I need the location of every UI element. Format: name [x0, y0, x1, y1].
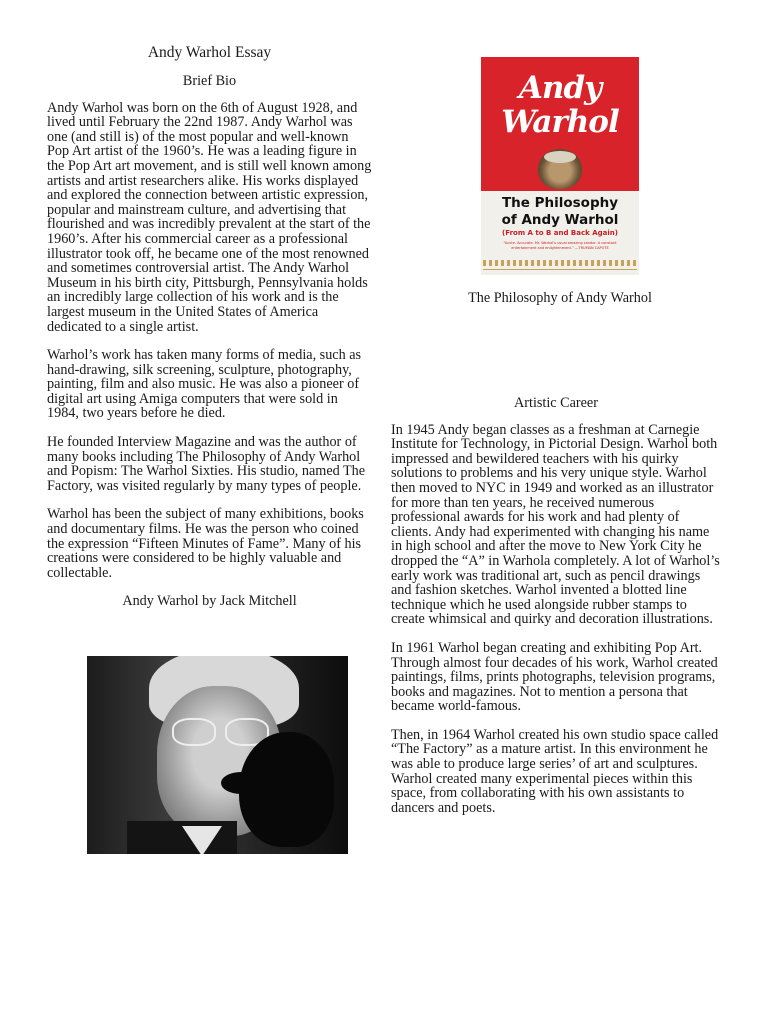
- book-cover-image: [481, 57, 639, 275]
- left-column: [47, 44, 372, 621]
- bio-paragraph-1: Andy Warhol was born on the 6th of August 1928, and lived until February the 22nd 1987. Andy Warhol was one (and still is) of the most popular and well-known Pop Art artist of the 1960’s. He was a leading figure in the Pop Art art movement, and is still well known among artists and artist researchers alike. His works displayed and explored the connection between artistic expression, popular and mainstream culture, and advertising that flourished and was incredibly prevalent at the start of the 1960’s. After his commercial career as a professional illustrator took off, he became one of the most renowned and sometimes controversial artist. The Andy Warhol Museum in his birth city, Pittsburgh, Pennsylvania holds an incredibly large collection of his work and is the largest museum in the United States of America dedicated to a single artist.: [47, 99, 372, 335]
- photo-glasses-left: [172, 718, 216, 746]
- book-cover-portrait: [538, 149, 582, 189]
- artistic-career-heading: Artistic Career: [514, 395, 598, 411]
- career-paragraph-2: In 1961 Warhol began creating and exhibiting Pop Art. Through almost four decades of his work, Warhol created paintings, films, prints photographs, television programs, books and magazines. Not to mention a persona that became world-famous.: [391, 639, 718, 715]
- book-brand-line-2: Warhol: [501, 104, 619, 140]
- book-quote: “Acute. Accurate. Mr. Warhol's usual amazing candor. A constant entertainment and enlightenment.” —TRUMAN CAPOTE: [503, 241, 617, 250]
- photo-jacket: [127, 821, 237, 854]
- photo-caption: Andy Warhol by Jack Mitchell: [122, 593, 297, 610]
- bio-paragraph-2: Warhol’s work has taken many forms of media, such as hand-drawing, silk screening, sculpture, photography, painting, film and also music. He was also a pioneer of digital art using Amiga computers that were sold in 1984, two years before he died.: [47, 347, 362, 422]
- photo-dog: [239, 732, 334, 847]
- book-subtitle: (From A to B and Back Again): [502, 229, 618, 237]
- book-brand-line-1: Andy: [518, 70, 602, 106]
- right-column: [391, 396, 721, 829]
- brief-bio-heading: Brief Bio: [182, 73, 237, 89]
- book-caption: The Philosophy of Andy Warhol: [468, 290, 652, 306]
- bio-paragraph-4: Warhol has been the subject of many exhibitions, books and documentary films. He was the person who coined the expression “Fifteen Minutes of Fame”. Many of his creations were considered to be highly valuable and collectable.: [47, 506, 364, 581]
- career-paragraph-3: Then, in 1964 Warhol created his own studio space called “The Factory” as a mature artist. In this environment he was able to produce large series’ of art and sculptures. Warhol created many experimental pieces within this space, from collaborating with his own assistants to dancers and poets.: [391, 726, 719, 816]
- warhol-portrait-photo: [87, 656, 348, 854]
- essay-title: Andy Warhol Essay: [147, 44, 272, 61]
- bio-paragraph-3: He founded Interview Magazine and was the author of many books including The Philosophy of Andy Warhol and Popism: The Warhol Sixties. His studio, named The Factory, was visited regularly by many types of people.: [47, 434, 366, 494]
- book-title-line-1: The Philosophy: [501, 195, 619, 211]
- book-decorative-border: [483, 260, 637, 266]
- book-title-line-2: of Andy Warhol: [501, 212, 619, 228]
- career-paragraph-1: In 1945 Andy began classes as a freshman at Carnegie Institute for Technology, in Pictorial Design. Warhol both impressed and bewildered teachers with his quirky solutions to problems and his very unique style. Warhol then moved to NYC in 1949 and worked as an illustrator for more than ten years, he received numerous professional awards for his work and had plenty of clients. Andy had experimented with changing his name in high school and after the move to New York City he dropped the “A” in Warhola completely. A lot of Warhol’s early work was traditional art, such as pencil drawings and fashion sketches. Warhol invented a blotted line technique which he used alongside rubber stamps to create whimsical and quirky and decoration illustrations.: [391, 421, 720, 628]
